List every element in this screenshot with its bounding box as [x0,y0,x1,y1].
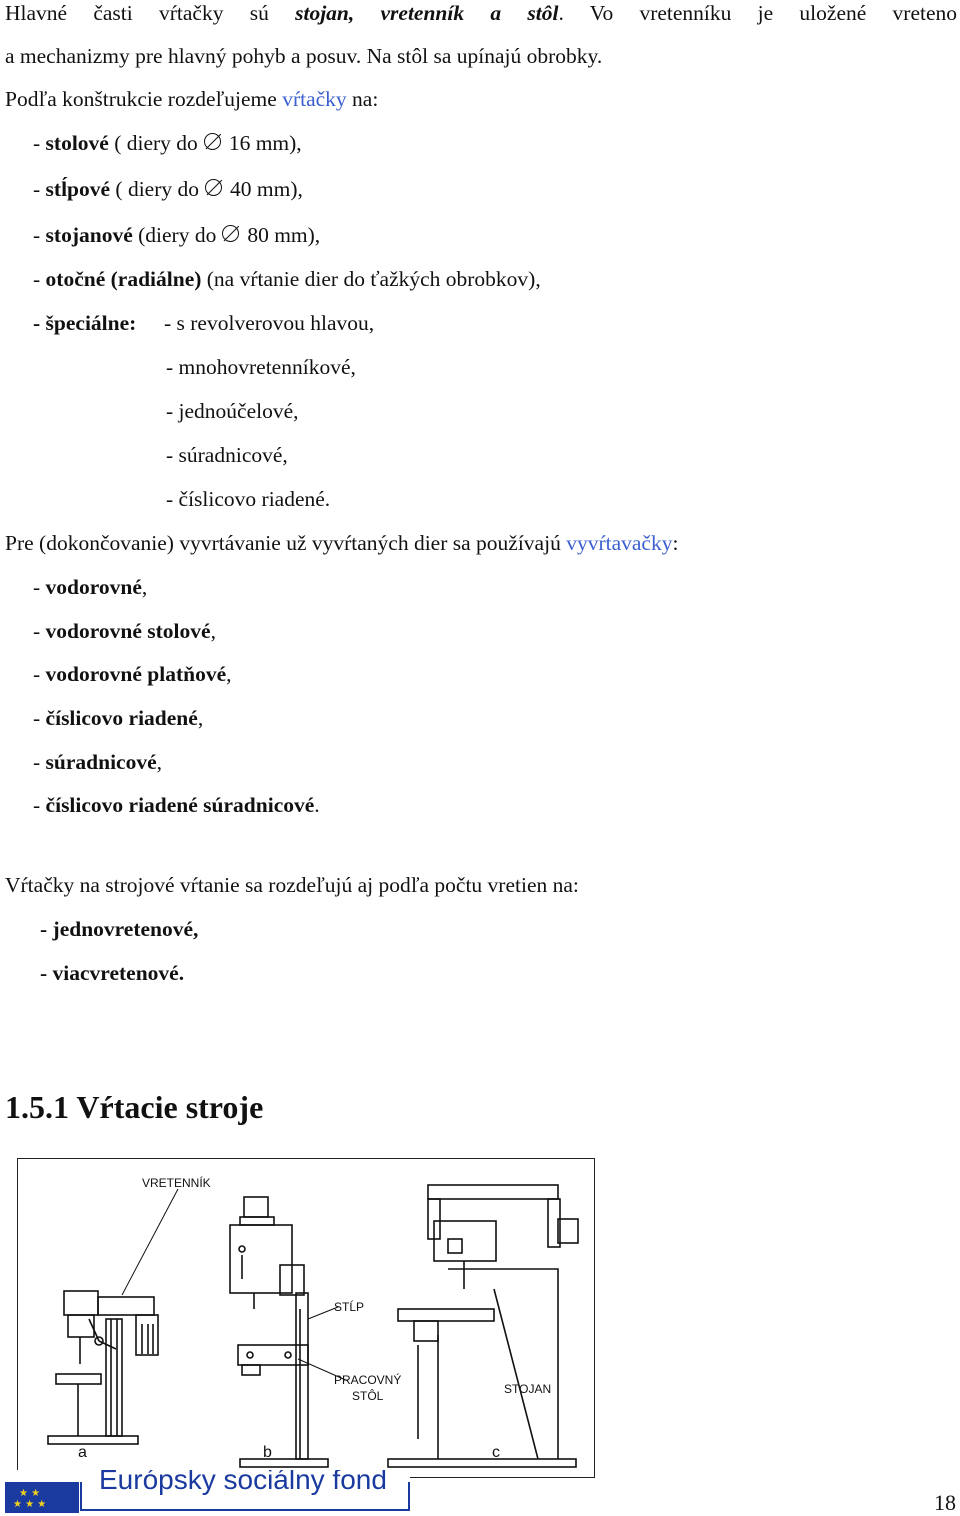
special-item: - súradnicové, [166,443,288,467]
drill-type-item: - stĺpové ( diery do 40 mm), [33,177,303,201]
column-drill-illustration [230,1197,328,1467]
classification-intro: Podľa konštrukcie rozdeľujeme vŕtačky na: [5,87,379,111]
spindle-item: - viacvretenové. [40,961,185,985]
boring-item: - vodorovné platňové, [33,662,232,686]
page-number: 18 [934,1490,956,1515]
boring-item: - číslicovo riadené, [33,706,204,730]
diameter-icon [204,177,226,199]
section-heading: 1.5.1 Vŕtacie stroje [5,1089,264,1125]
boring-item: - vodorovné stolové, [33,619,216,643]
vrtacky-link[interactable]: vŕtačky [282,87,347,111]
intro-line-1: Hlavné časti vŕtačky sú stojan, vretenník a stôl. Vo vretenníku je uložené vreteno [5,1,957,25]
boring-item: - číslicovo riadené súradnicové. [33,793,320,817]
esf-logo [5,1470,410,1513]
label-stojan: STOJAN [504,1382,552,1396]
spindle-item: - jednovretenové, [40,917,199,941]
boring-item: - vodorovné, [33,575,148,599]
vyvrtavacky-link[interactable]: vyvŕtavačky [566,531,673,555]
special-label: - špeciálne: [33,311,137,335]
label-stlp: STĹP [334,1300,365,1314]
drilling-machines-figure [17,1158,595,1478]
label-c: c [492,1444,500,1461]
label-b: b [263,1444,272,1461]
label-pracovny: PRACOVNÝ [334,1373,402,1387]
pillar-drill-illustration [388,1185,578,1467]
diameter-icon [221,223,243,245]
drill-type-item: - stojanové (diery do 80 mm), [33,223,321,247]
svg-text:★ ★: ★ ★ [19,1488,41,1499]
label-vretennik: VRETENNÍK [142,1176,211,1190]
label-stol: STÔL [352,1389,384,1403]
special-item: - jednoúčelové, [166,399,299,423]
drill-type-item: - otočné (radiálne) (na vŕtanie dier do ťažkých obrobkov), [33,267,541,291]
special-item: - mnohovretenníkové, [166,355,356,379]
boring-intro: Pre (dokončovanie) vyvrtávanie už vyvŕtaných dier sa používajú vyvŕtavačky: [5,531,679,555]
intro-line-2: a mechanizmy pre hlavný pohyb a posuv. Na stôl sa upínajú obrobky. [5,44,603,68]
bench-drill-illustration [48,1291,158,1444]
special-item: - číslicovo riadené. [166,487,331,511]
boring-item: - súradnicové, [33,750,163,774]
esf-logo-text: Európsky sociálny fond [99,1470,387,1495]
label-a: a [78,1444,87,1461]
special-item: - s revolverovou hlavou, [164,311,375,335]
spindles-intro: Vŕtačky na strojové vŕtanie sa rozdeľujú aj podľa počtu vretien na: [5,873,579,897]
svg-text:★ ★ ★: ★ ★ ★ [13,1499,47,1510]
drill-type-item: - stolové ( diery do 16 mm), [33,131,302,155]
diameter-icon [203,131,225,153]
